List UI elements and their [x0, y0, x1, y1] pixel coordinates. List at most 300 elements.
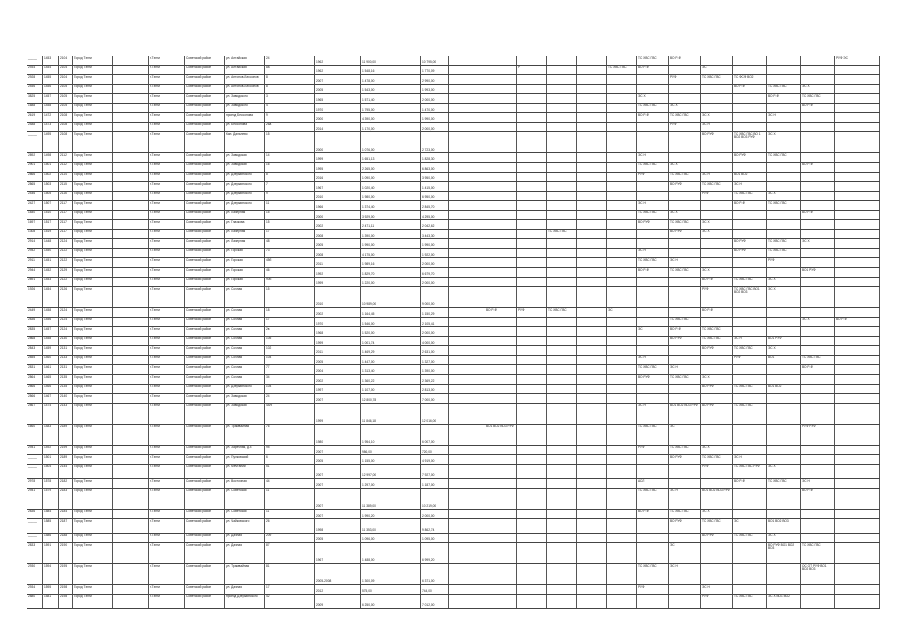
table-row — [27, 56, 880, 66]
cell-code-text: 2182 — [60, 479, 68, 483]
cell-code-text: 2122 — [60, 258, 68, 262]
cell-system-code-text: ЭС Н — [638, 403, 646, 408]
cell-id — [43, 220, 59, 229]
cell-system-code — [801, 356, 835, 365]
cell-system-code — [637, 585, 669, 594]
cell-num-text: 2944 — [28, 268, 36, 272]
cell-system-code — [485, 465, 517, 478]
cell-mid — [149, 287, 185, 307]
cell-id — [43, 595, 59, 608]
cell-system-code — [733, 113, 767, 122]
cell-system-code — [767, 94, 801, 103]
cell-street-text: ул. Бессонова — [226, 122, 247, 127]
cell-system-code — [577, 66, 607, 75]
cell-system-code-text: ВО Р-Ф — [670, 56, 681, 60]
cell-system-code — [835, 163, 880, 172]
cell-num — [27, 585, 43, 594]
cell-settlement — [73, 375, 113, 384]
cell-area-text: 2 471,11 — [362, 224, 375, 229]
cell-district — [185, 66, 225, 75]
cell-house-text: 7 — [266, 182, 268, 186]
cell-district — [185, 75, 225, 84]
cell-system-code — [637, 489, 669, 509]
cell-system-code — [767, 543, 801, 563]
cell-system-code — [637, 510, 669, 519]
cell-system-code-text: ТС ХВС ГВС — [768, 248, 787, 253]
cell-year-text: 1999 — [316, 281, 324, 286]
cell-settlement — [73, 585, 113, 594]
cell-system-code — [835, 75, 880, 84]
cell-street-text: ул. Дзержинского — [226, 384, 252, 389]
table-row — [27, 182, 880, 192]
cell-code — [59, 163, 73, 172]
cell-id-text: 1519 — [44, 229, 52, 234]
cell-system-code — [547, 365, 577, 374]
cell-area — [361, 564, 421, 584]
cell-district — [185, 173, 225, 182]
cell-system-code-text: ЭС Н — [802, 479, 810, 483]
cell-system-code — [835, 258, 880, 267]
cell-year — [315, 404, 361, 424]
cell-num-text: 3825 — [28, 94, 36, 98]
cell-id — [43, 192, 59, 201]
table-row — [27, 446, 880, 456]
cell-id — [43, 94, 59, 103]
cell-code-text: 2108 — [60, 132, 68, 136]
cell-street-text: ул. Антонов-Бессонов — [226, 75, 259, 79]
cell-system-code-text: РУФ — [638, 445, 645, 450]
cell-system-code — [801, 75, 835, 84]
cell-system-code — [547, 182, 577, 191]
cell-year-text: 1970 — [316, 321, 324, 326]
cell-house — [265, 230, 315, 239]
cell-system-code — [701, 287, 733, 307]
cell-system-code — [801, 182, 835, 191]
cell-system-code — [669, 192, 701, 201]
cell-code-text: 2188 — [60, 533, 68, 538]
cell-year — [315, 287, 361, 307]
cell-area — [361, 365, 421, 374]
cell-year-text: 2007 — [316, 513, 324, 518]
cell-num — [27, 404, 43, 424]
cell-system-code-text: ОС ОТ РУФ ВО1 ВО2 ВО3 — [802, 564, 827, 571]
cell-system-code — [801, 56, 835, 65]
cell-system-code — [701, 163, 733, 172]
cell-area-text: 12 997,00 — [362, 473, 377, 478]
cell-system-code — [701, 201, 733, 210]
cell-system-code — [577, 465, 607, 478]
cell-system-code — [669, 356, 701, 365]
cell-id-text: 1505 — [44, 191, 52, 196]
cell-mid-text: г.Тэнги — [150, 519, 160, 523]
cell-num — [27, 327, 43, 336]
cell-house-text: 11 — [266, 201, 270, 205]
cell-year-text: 2005 — [316, 88, 324, 93]
cell-district — [185, 479, 225, 488]
cell-year-text: 2012 — [316, 588, 324, 593]
cell-system-code — [485, 404, 517, 424]
cell-id — [43, 239, 59, 248]
cell-system-code — [485, 489, 517, 509]
cell-id — [43, 85, 59, 94]
cell-system-code — [517, 278, 547, 287]
cell-year — [315, 182, 361, 191]
cell-mid — [149, 182, 185, 191]
cell-house — [265, 153, 315, 162]
cell-system-code-text: РУФ — [702, 191, 709, 196]
table-row — [27, 385, 880, 395]
cell-street — [225, 404, 265, 424]
cell-id-text: 1458 — [44, 103, 52, 108]
cell-area-text: 1 795,00 — [362, 107, 375, 112]
cell-system-code — [637, 534, 669, 543]
cell-street-text: ул. Заводская — [226, 153, 247, 157]
cell-year — [315, 239, 361, 248]
cell-system-code — [767, 465, 801, 478]
cell-system-code-text: ВО1 ВО2 ВО3 РУФ — [670, 403, 698, 408]
cell-system-code-text: ЭС Х — [638, 94, 646, 98]
cell-system-code-text: ТС ХВС ГВС — [768, 239, 787, 243]
cell-street-text: ул. Сочная — [226, 375, 243, 379]
cell-id — [43, 365, 59, 374]
cell-system-code — [701, 318, 733, 327]
cell-area-text: 1 164,45 — [362, 311, 375, 316]
cell-code-text: 2117 — [60, 210, 67, 215]
cell-system-code — [733, 230, 767, 239]
cell-street — [225, 465, 265, 478]
cell-mid — [149, 308, 185, 317]
cell-system-code — [701, 465, 733, 478]
cell-system-code — [547, 308, 577, 317]
table-row — [27, 489, 880, 510]
cell-system-code — [577, 153, 607, 162]
cell-num-text: 2456 — [28, 84, 36, 89]
cell-district-text: Советский район — [186, 162, 212, 167]
cell-mid-text: г.Тэнги — [150, 336, 160, 341]
cell-system-code-text: ТС ХВС ГВС — [670, 375, 689, 379]
cell-code — [59, 385, 73, 394]
cell-system-code — [607, 585, 637, 594]
cell-area-text: 1 390,00 — [362, 233, 375, 238]
cell-system-code — [733, 595, 767, 608]
cell-system-code — [517, 94, 547, 103]
cell-system-code — [701, 153, 733, 162]
table-row — [27, 534, 880, 544]
cell-system-code — [517, 346, 547, 355]
cell-area — [361, 375, 421, 384]
cell-id — [43, 201, 59, 210]
cell-blank — [113, 394, 149, 403]
cell-area — [361, 220, 421, 229]
cell-street — [225, 104, 265, 113]
cell-system-code — [733, 327, 767, 336]
cell-system-code — [637, 163, 669, 172]
cell-mid — [149, 104, 185, 113]
cell-area — [361, 519, 421, 532]
cell-year-text: 2007 — [316, 78, 324, 83]
cell-cost — [421, 385, 449, 394]
cell-area — [361, 211, 421, 220]
cell-system-code — [485, 132, 517, 152]
cell-id — [43, 489, 59, 509]
cell-district — [185, 132, 225, 152]
cell-system-code — [669, 85, 701, 94]
cell-year-text: 2005 — [316, 537, 324, 542]
cell-mid — [149, 519, 185, 532]
cell-code-text: 2198 — [60, 585, 68, 589]
cell-system-code-text: ТС ХВС ГВС — [638, 488, 657, 493]
cell-num-text: 2930 — [28, 564, 36, 568]
cell-system-code-text: ТС ХВС ГВС — [638, 258, 657, 262]
cell-system-code — [517, 153, 547, 162]
cell-area — [361, 163, 421, 172]
cell-system-code-text: ТС ХВС ГВС — [670, 220, 689, 224]
cell-system-code — [701, 173, 733, 182]
cell-district-text: Советский район — [186, 277, 212, 282]
cell-id — [43, 318, 59, 327]
cell-system-code — [517, 201, 547, 210]
cell-system-code-text: ЭС Х — [670, 103, 678, 108]
cell-settlement-text: Город Тэнги — [74, 564, 92, 568]
cell-system-code — [517, 337, 547, 346]
cell-system-code — [767, 163, 801, 172]
cell-system-code-text: ЭС — [670, 543, 675, 547]
cell-cost — [421, 230, 449, 239]
cell-mid — [149, 510, 185, 519]
cell-settlement-text: Город Тэнги — [74, 384, 92, 389]
cell-id — [43, 66, 59, 75]
cell-street-text: ул. Глазкова — [226, 220, 245, 224]
cell-mid-text: г.Тэнги — [150, 94, 160, 98]
cell-blank — [113, 479, 149, 488]
cell-system-code — [701, 56, 733, 65]
cell-code — [59, 132, 73, 152]
cell-year-text: 1962 — [316, 69, 324, 74]
cell-code-text: 2126 — [60, 287, 68, 291]
cell-system-code — [577, 230, 607, 239]
cell-system-code — [547, 519, 577, 532]
cell-system-code — [517, 327, 547, 336]
cell-num — [27, 308, 43, 317]
cell-system-code — [517, 230, 547, 239]
cell-blank — [113, 375, 149, 384]
cell-system-code — [701, 94, 733, 103]
cell-code — [59, 375, 73, 384]
cell-num — [27, 278, 43, 287]
cell-system-code — [485, 318, 517, 327]
cell-house — [265, 585, 315, 594]
cell-system-code — [517, 211, 547, 220]
table-row — [27, 230, 880, 240]
cell-area-text: 1 300,09 — [362, 579, 375, 584]
cell-street-text: ул. Заводского — [226, 103, 248, 108]
cell-system-code-text: ТС ХВС ГВС — [670, 113, 689, 117]
cell-district — [185, 543, 225, 563]
table-row — [27, 327, 880, 337]
cell-street — [225, 337, 265, 346]
cell-street — [225, 220, 265, 229]
cell-code-text: 2135 — [60, 384, 68, 389]
cell-mid — [149, 595, 185, 608]
cell-system-code — [577, 489, 607, 509]
cell-cost-text: 1 770,09 — [422, 69, 435, 74]
cell-system-code — [485, 268, 517, 277]
cell-system-code-text: ТС ХВС ГВС — [638, 365, 657, 369]
cell-area — [361, 394, 421, 403]
cell-street — [225, 327, 265, 336]
cell-area — [361, 346, 421, 355]
cell-system-code-text: ЭС Х — [802, 317, 810, 322]
cell-district — [185, 425, 225, 445]
cell-num-text: 2865 — [28, 182, 36, 186]
cell-blank — [113, 510, 149, 519]
cell-cost-text: 1 415,00 — [422, 185, 435, 190]
cell-system-code — [485, 201, 517, 210]
cell-district — [185, 510, 225, 519]
table-row — [27, 249, 880, 259]
cell-system-code-text: ТС ХВС ГВС — [702, 336, 721, 341]
cell-year-text: 2002 — [316, 378, 324, 383]
cell-street — [225, 56, 265, 65]
cell-system-code — [733, 85, 767, 94]
cell-system-code — [547, 258, 577, 267]
cell-house-text: 104 — [266, 384, 272, 389]
cell-system-code — [485, 455, 517, 464]
cell-system-code — [637, 425, 669, 445]
cell-system-code — [701, 534, 733, 543]
cell-street-text: проезд Дзержинского — [226, 594, 258, 599]
cell-cost-text: 2 000,00 — [422, 98, 435, 103]
cell-system-code — [607, 356, 637, 365]
cell-settlement — [73, 479, 113, 488]
cell-system-code — [669, 465, 701, 478]
cell-id — [43, 132, 59, 152]
cell-year — [315, 249, 361, 258]
cell-system-code — [637, 192, 669, 201]
cell-blank — [113, 192, 149, 201]
cell-id-text: 1472 — [44, 113, 52, 117]
cell-blank — [113, 585, 149, 594]
cell-system-code — [607, 337, 637, 346]
cell-year — [315, 220, 361, 229]
cell-system-code — [547, 585, 577, 594]
cell-system-code — [485, 394, 517, 403]
cell-system-code — [669, 56, 701, 65]
cell-system-code — [607, 308, 637, 317]
cell-code — [59, 404, 73, 424]
cell-code — [59, 230, 73, 239]
cell-num-text: 2488 — [28, 122, 36, 127]
cell-system-code — [517, 75, 547, 84]
cell-system-code-text: ВО РУФ — [670, 336, 682, 341]
cell-district-text: Советский район — [186, 65, 212, 70]
cell-code — [59, 465, 73, 478]
cell-code-text: 2124 — [60, 317, 68, 322]
cell-street-text: ул. Заводского — [226, 94, 248, 98]
cell-system-code — [835, 182, 880, 191]
cell-id — [43, 182, 59, 191]
cell-year-text: 2005-2008 — [316, 579, 332, 584]
cell-code — [59, 56, 73, 65]
cell-system-code — [669, 123, 701, 132]
cell-house — [265, 404, 315, 424]
cell-area-text: 1 107,00 — [362, 388, 375, 393]
cell-house-text: 4 — [266, 103, 268, 108]
cell-system-code — [767, 201, 801, 210]
cell-system-code — [607, 327, 637, 336]
cell-system-code-text: ЭС Х — [702, 375, 710, 379]
cell-year-text: 2005 — [316, 459, 324, 464]
cell-system-code — [767, 510, 801, 519]
cell-id — [43, 375, 59, 384]
cell-system-code-text: ВО1 ВО2 — [734, 172, 748, 177]
cell-system-code-text: ЭС Х — [670, 210, 678, 215]
cell-district — [185, 564, 225, 584]
cell-system-code — [701, 104, 733, 113]
cell-system-code — [701, 278, 733, 287]
cell-system-code — [733, 510, 767, 519]
cell-system-code — [669, 258, 701, 267]
cell-num — [27, 534, 43, 543]
cell-district — [185, 375, 225, 384]
cell-system-code — [835, 394, 880, 403]
cell-system-code — [485, 519, 517, 532]
cell-system-code — [733, 404, 767, 424]
cell-year — [315, 365, 361, 374]
cell-num-text: 2843 — [28, 346, 36, 350]
cell-system-code — [801, 479, 835, 488]
cell-settlement-text: Город Тэнги — [74, 287, 92, 291]
cell-year — [315, 113, 361, 122]
table-row — [27, 75, 880, 85]
cell-system-code — [607, 163, 637, 172]
cell-system-code-text: ТС ХВС ГВС ВО 1 ВО2 ВО3 РУФ — [734, 132, 761, 140]
cell-area — [361, 585, 421, 594]
cell-code-text: 2104 — [60, 56, 68, 60]
cell-cost — [421, 404, 449, 424]
cell-system-code — [637, 220, 669, 229]
cell-area — [361, 356, 421, 365]
cell-system-code — [669, 346, 701, 355]
cell-id-text: 1579 — [44, 488, 52, 493]
cell-system-code — [485, 534, 517, 543]
cell-system-code-text: ВО Р-Ф — [638, 113, 649, 117]
cell-system-code-text: ВО РУФ — [670, 519, 682, 523]
cell-system-code — [577, 113, 607, 122]
cell-system-code — [637, 123, 669, 132]
cell-system-code — [669, 585, 701, 594]
cell-num-text: 2866 — [28, 394, 36, 398]
cell-system-code — [835, 425, 880, 445]
cell-system-code — [733, 249, 767, 258]
cell-house — [265, 375, 315, 384]
cell-system-code — [835, 356, 880, 365]
cell-cost — [421, 519, 449, 532]
cell-cost — [421, 123, 449, 132]
cell-system-code — [607, 425, 637, 445]
cell-mid-text: г.Тэнги — [150, 84, 160, 89]
cell-system-code — [607, 123, 637, 132]
cell-code-text: 2105 — [60, 94, 68, 98]
cell-id-text: 1594 — [44, 564, 52, 568]
cell-house-text: 11 — [266, 509, 270, 514]
cell-house — [265, 543, 315, 563]
cell-mid-text: г.Тэнги — [150, 394, 160, 398]
cell-num — [27, 365, 43, 374]
cell-year-text: 2005 — [316, 243, 324, 248]
cell-system-code — [669, 104, 701, 113]
cell-system-code-text: ЭС Н — [638, 201, 646, 205]
